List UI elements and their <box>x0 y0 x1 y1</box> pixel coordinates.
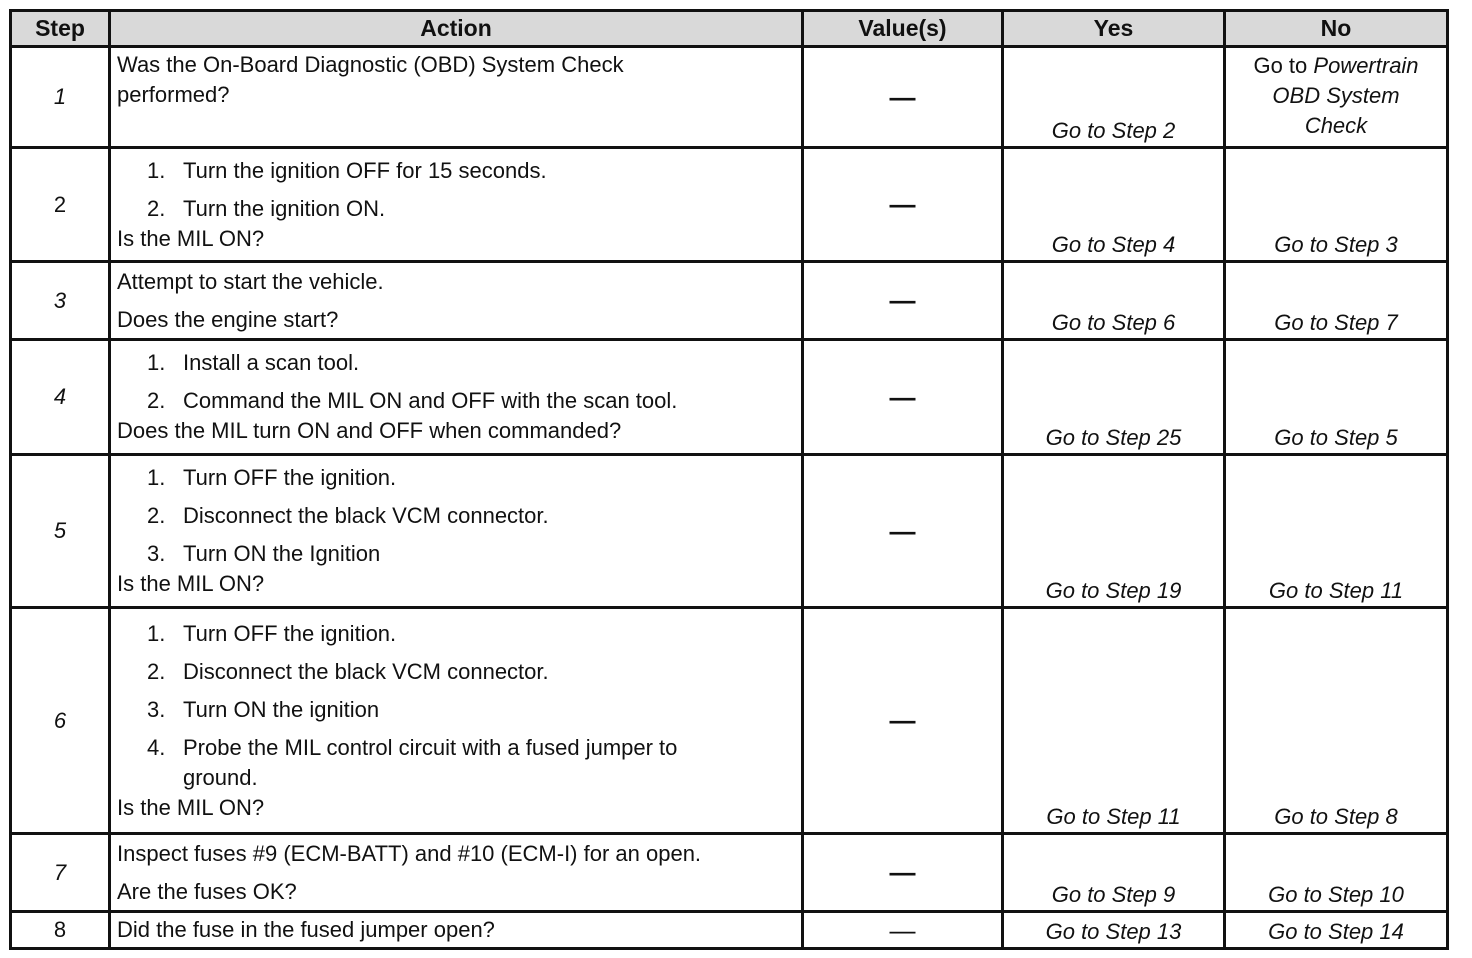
no-link: Go to Step 14 <box>1225 912 1448 949</box>
action-text: performed? <box>117 82 230 107</box>
action-question: Is the MIL ON? <box>117 225 265 251</box>
yes-link: Go to Step 13 <box>1003 912 1225 949</box>
action-item: Command the MIL ON and OFF with the scan tool. <box>183 388 678 413</box>
no-link: Check <box>1304 113 1368 138</box>
no-link: Go to Step 11 <box>1225 455 1448 608</box>
action-item: Install a scan tool. <box>183 350 360 375</box>
header-action: Action <box>110 11 803 47</box>
value-cell: — <box>803 148 1003 262</box>
action-text: Inspect fuses #9 (ECM-BATT) and #10 (ECM-I) for an open. <box>117 840 702 866</box>
step-number: 2 <box>11 148 110 262</box>
value-cell: — <box>803 455 1003 608</box>
action-text: Does the engine start? <box>117 306 339 332</box>
action-item: Turn the ignition ON. <box>183 195 386 221</box>
table-row <box>11 834 1448 912</box>
table-row <box>11 455 1448 608</box>
header-no: No <box>1225 11 1448 47</box>
yes-link: Go to Step 9 <box>1003 834 1225 912</box>
header-yes: Yes <box>1003 11 1225 47</box>
action-question: Is the MIL ON? <box>117 794 265 820</box>
table-row <box>11 340 1448 455</box>
action-cell <box>110 47 803 148</box>
value-cell: — <box>803 608 1003 834</box>
action-cell: 1. Turn the ignition OFF for 15 seconds. 2. Turn the ignition ON. Is the MIL ON? <box>110 148 803 262</box>
step-number: 5 <box>11 455 110 608</box>
action-cell: 1. Turn OFF the ignition. 2. Disconnect the black VCM connector. 3. Turn ON the ignition 4. Probe the MIL control circuit with a fused jumper to ground. Is the MIL ON? <box>110 608 803 834</box>
yes-link: Go to Step 11 <box>1003 608 1225 834</box>
yes-link: Go to Step 25 <box>1003 340 1225 455</box>
action-question: Is the MIL ON? <box>117 571 265 596</box>
action-cell <box>110 262 803 340</box>
value-cell: — <box>803 912 1003 949</box>
value-cell: — <box>803 834 1003 912</box>
action-item: Probe the MIL control circuit with a fused jumper to <box>183 734 678 760</box>
no-prefix: Go to <box>1253 53 1308 78</box>
value-cell: — <box>803 47 1003 148</box>
no-link: Go to Step 8 <box>1225 608 1448 834</box>
table-row <box>11 47 1448 148</box>
step-number: 8 <box>11 912 110 949</box>
yes-link: Go to Step 4 <box>1003 148 1225 262</box>
no-link: Powertrain <box>1313 53 1419 78</box>
action-text: Did the fuse in the fused jumper open? <box>117 917 495 942</box>
header-step: Step <box>11 11 110 47</box>
no-link: Go to Step 5 <box>1225 340 1448 455</box>
action-item: Turn ON the ignition <box>183 696 380 722</box>
no-cell <box>1225 47 1448 148</box>
step-number: 6 <box>11 608 110 834</box>
header-row <box>11 11 1448 47</box>
step-number: 3 <box>11 262 110 340</box>
action-text: Attempt to start the vehicle. <box>117 268 384 294</box>
table-row <box>11 262 1448 340</box>
table-row <box>11 912 1448 949</box>
action-item-continued: ground. <box>183 764 258 790</box>
yes-link: Go to Step 6 <box>1003 262 1225 340</box>
action-text: Are the fuses OK? <box>117 878 297 904</box>
value-cell: — <box>803 262 1003 340</box>
yes-link: Go to Step 2 <box>1003 47 1225 148</box>
no-link: Go to Step 7 <box>1225 262 1448 340</box>
action-item: Turn OFF the ignition. <box>183 465 397 490</box>
diagnostic-table <box>9 9 1449 950</box>
header-values: Value(s) <box>803 11 1003 47</box>
action-item: Disconnect the black VCM connector. <box>183 503 549 528</box>
action-item: Turn OFF the ignition. <box>183 620 397 646</box>
action-item: Turn the ignition OFF for 15 seconds. <box>183 157 547 183</box>
action-cell <box>110 834 803 912</box>
action-item: Disconnect the black VCM connector. <box>183 658 549 684</box>
step-number: 1 <box>11 47 110 148</box>
no-link: Go to Step 10 <box>1225 834 1448 912</box>
yes-link: Go to Step 19 <box>1003 455 1225 608</box>
action-text: Was the On-Board Diagnostic (OBD) System Check <box>117 52 624 77</box>
no-link: Go to Step 3 <box>1225 148 1448 262</box>
table-row <box>11 608 1448 834</box>
table-row <box>11 148 1448 262</box>
step-number: 4 <box>11 340 110 455</box>
no-link: OBD System <box>1272 83 1400 108</box>
action-cell: 1. Turn OFF the ignition. 2. Disconnect the black VCM connector. 3. Turn ON the Ignition Is the MIL ON? <box>110 455 803 608</box>
value-cell: — <box>803 340 1003 455</box>
action-cell: 1. Install a scan tool. 2. Command the MIL ON and OFF with the scan tool. Does the MIL turn ON and OFF when commanded? <box>110 340 803 455</box>
action-item: Turn ON the Ignition <box>183 541 381 566</box>
step-number: 7 <box>11 834 110 912</box>
action-cell <box>110 912 803 949</box>
action-question: Does the MIL turn ON and OFF when commanded? <box>117 418 622 443</box>
